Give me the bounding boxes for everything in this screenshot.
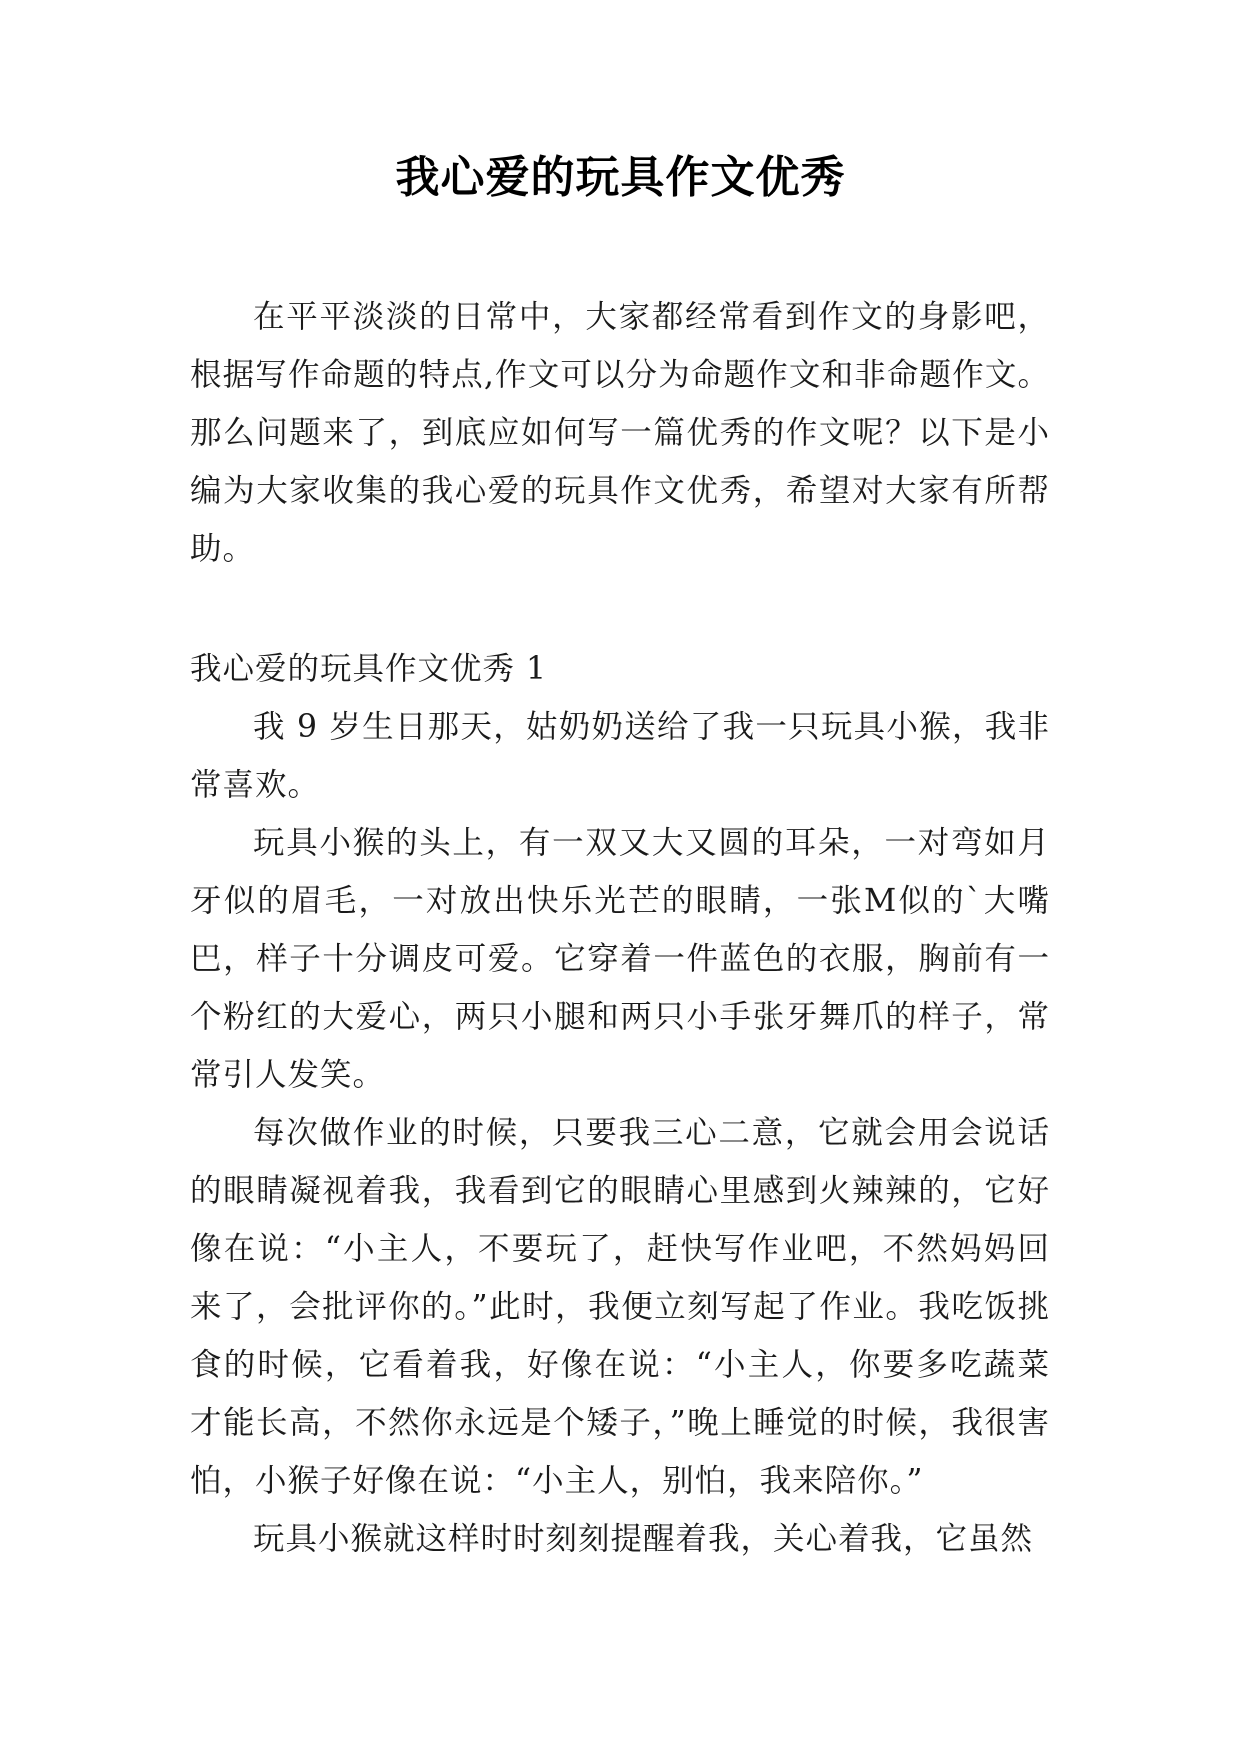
essay-paragraph: 玩具小猴就这样时时刻刻提醒着我，关心着我，它虽然 bbox=[253, 1521, 1034, 1557]
essay-paragraph: 玩具小猴的头上，有一双又大又圆的耳朵，一对弯如月牙似的眉毛，一对放出快乐光芒的眼睛，一张M似的`大嘴巴，样子十分调皮可爱。它穿着一件蓝色的衣服，胸前有一个粉红的大爱心，两只小腿和两只小手张牙舞爪的样子，常常引人发笑。 bbox=[190, 825, 1050, 1093]
essay-paragraph: 每次做作业的时候，只要我三心二意，它就会用会说话的眼睛凝视着我，我看到它的眼睛心里感到火辣辣的，它好像在说：“小主人，不要玩了，赶快写作业吧，不然妈妈回来了，会批评你的。”此时，我便立刻写起了作业。我吃饭挑食的时候，它看着我，好像在说：“小主人，你要多吃蔬菜才能长高，不然你永远是个矮子，”晚上睡觉的时候，我很害怕，小猴子好像在说：“小主人，别怕，我来陪你。” bbox=[190, 1115, 1050, 1499]
page-title: 我心爱的玩具作文优秀 bbox=[395, 152, 846, 203]
essay-body bbox=[190, 698, 1050, 1568]
section-heading: 我心爱的玩具作文优秀 1 bbox=[190, 651, 548, 687]
essay-paragraph: 我 9 岁生日那天，姑奶奶送给了我一只玩具小猴，我非常喜欢。 bbox=[190, 709, 1050, 803]
intro-paragraph: 在平平淡淡的日常中，大家都经常看到作文的身影吧，根据写作命题的特点,作文可以分为命题作文和非命题作文。那么问题来了，到底应如何写一篇优秀的作文呢？以下是小编为大家收集的我心爱的玩具作文优秀，希望对大家有所帮助。 bbox=[190, 299, 1050, 567]
